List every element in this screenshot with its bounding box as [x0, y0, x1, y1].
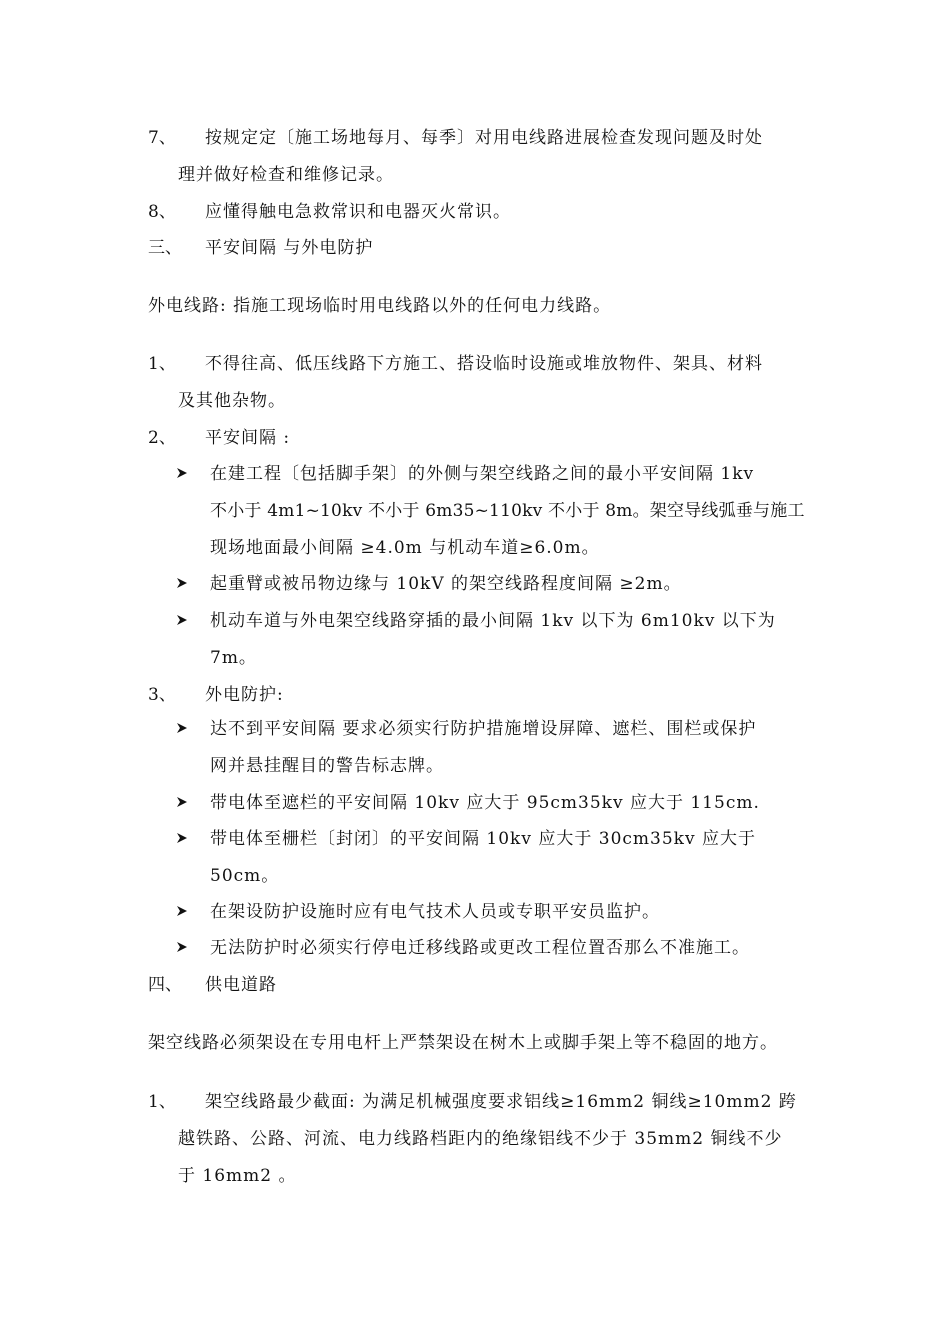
bullet-text: 现场地面最小间隔 ≥4.0m 与机动车道≥6.0m。 — [210, 538, 600, 558]
item-text: 按规定定〔施工场地每月、每季〕对用电线路进展检查发现问题及时处 — [205, 128, 763, 148]
bullet-text: 在建工程〔包括脚手架〕的外侧与架空线路之间的最小平安间隔 1kv — [210, 464, 755, 484]
arrow-bullet-icon — [176, 796, 188, 808]
item-number: 8、 — [148, 202, 176, 222]
item-number: 1、 — [148, 354, 176, 374]
bullet-text: 不小于 4m1~10kv 不小于 6m35~110kv 不小于 8m。架空导线弧垂与施工 — [210, 501, 805, 521]
arrow-bullet-icon — [176, 614, 188, 626]
bullet-text: 网并悬挂醒目的警告标志牌。 — [210, 756, 444, 776]
arrow-bullet-icon — [176, 832, 188, 844]
section-title: 供电道路 — [205, 975, 277, 995]
item-number: 3、 — [148, 685, 176, 705]
item-text: 架空线路最少截面: 为满足机械强度要求铝线≥16mm2 铜线≥10mm2 跨 — [205, 1092, 797, 1112]
bullet-text: 机动车道与外电架空线路穿插的最小间隔 1kv 以下为 6m10kv 以下为 — [210, 611, 776, 631]
bullet-text: 无法防护时必须实行停电迁移线路或更改工程位置否那么不准施工。 — [210, 938, 750, 958]
item-text: 不得往高、低压线路下方施工、搭设临时设施或堆放物件、架具、材料 — [205, 354, 763, 374]
item-text: 应懂得触电急救常识和电器灭火常识。 — [205, 202, 511, 222]
bullet-text: 带电体至栅栏〔封闭〕的平安间隔 10kv 应大于 30cm35kv 应大于 — [210, 829, 756, 849]
item-text: 于 16mm2 。 — [178, 1166, 297, 1186]
bullet-text: 带电体至遮栏的平安间隔 10kv 应大于 95cm35kv 应大于 115cm. — [210, 793, 760, 813]
arrow-bullet-icon — [176, 577, 188, 589]
section-number: 四、 — [148, 975, 182, 995]
definition-paragraph: 外电线路: 指施工现场临时用电线路以外的任何电力线路。 — [148, 296, 612, 316]
arrow-bullet-icon — [176, 941, 188, 953]
arrow-bullet-icon — [176, 722, 188, 734]
arrow-bullet-icon — [176, 905, 188, 917]
item-title: 外电防护: — [205, 685, 284, 705]
bullet-text: 起重臂或被吊物边缘与 10kV 的架空线路程度间隔 ≥2m。 — [210, 574, 682, 594]
item-title: 平安间隔 : — [205, 428, 291, 448]
bullet-text: 在架设防护设施时应有电气技术人员或专职平安员监护。 — [210, 902, 660, 922]
item-text: 越铁路、公路、河流、电力线路档距内的绝缘铝线不少于 35mm2 铜线不少 — [178, 1129, 783, 1149]
item-text: 理并做好检查和维修记录。 — [178, 165, 394, 185]
item-number: 7、 — [148, 128, 176, 148]
section-title: 平安间隔 与外电防护 — [205, 238, 374, 258]
bullet-text: 达不到平安间隔 要求必须实行防护措施增设屏障、遮栏、围栏或保护 — [210, 719, 757, 739]
arrow-bullet-icon — [176, 467, 188, 479]
item-text: 及其他杂物。 — [178, 391, 286, 411]
bullet-text: 7m。 — [210, 648, 257, 668]
section-number: 三、 — [148, 238, 182, 258]
item-number: 2、 — [148, 428, 176, 448]
item-number: 1、 — [148, 1092, 176, 1112]
definition-paragraph: 架空线路必须架设在专用电杆上严禁架设在树木上或脚手架上等不稳固的地方。 — [148, 1033, 778, 1053]
bullet-text: 50cm。 — [210, 866, 280, 886]
